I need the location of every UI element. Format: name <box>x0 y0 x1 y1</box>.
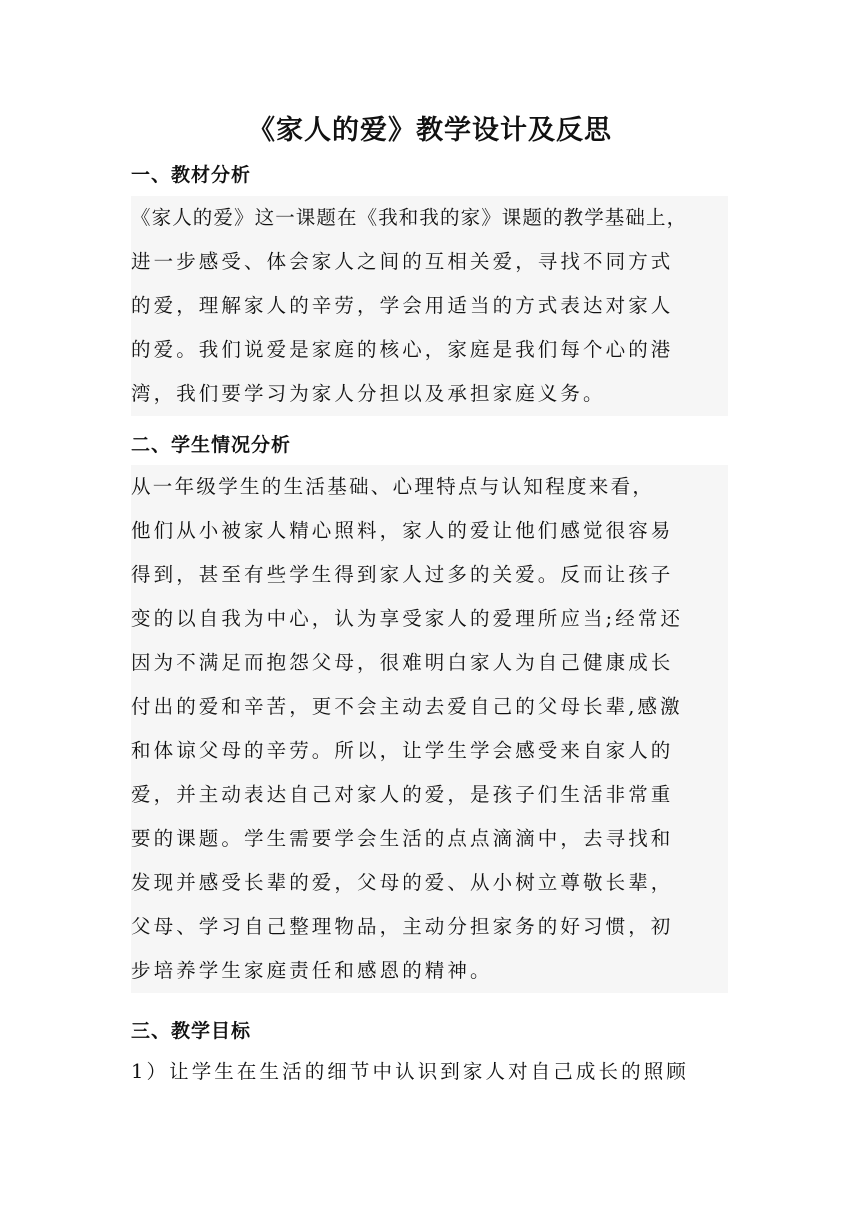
section-heading-students: 二、学生情况分析 <box>131 434 292 456</box>
text-line: 《家人的爱》这一课题在《我和我的家》课题的教学基础上， <box>131 206 688 229</box>
text-line: 要的课题。学生需要学会生活的点点滴滴中，去寻找和 <box>131 827 674 850</box>
text-line: 得到，甚至有些学生得到家人过多的关爱。反而让孩子 <box>131 563 674 586</box>
text-line: 1）让学生在生活的细节中认识到家人对自己成长的照顾 <box>131 1060 689 1083</box>
section-heading-goals: 三、教学目标 <box>131 1020 252 1042</box>
text-line: 因为不满足而抱怨父母，很难明白家人为自己健康成长 <box>131 651 674 674</box>
text-line: 步培养学生家庭责任和感恩的精神。 <box>131 959 493 982</box>
text-line: 的爱。我们说爱是家庭的核心，家庭是我们每个心的港 <box>131 338 674 361</box>
text-line: 付出的爱和辛苦，更不会主动去爱自己的父母长辈,感激 <box>131 695 683 718</box>
text-line: 变的以自我为中心，认为享受家人的爱理所应当;经常还 <box>131 607 684 630</box>
text-line: 父母、学习自己整理物品，主动分担家务的好习惯，初 <box>131 915 674 938</box>
paragraph-materials <box>131 196 728 416</box>
text-line: 进一步感受、体会家人之间的互相关爱，寻找不同方式 <box>131 250 674 273</box>
section-heading-materials: 一、教材分析 <box>131 164 252 186</box>
text-line: 从一年级学生的生活基础、心理特点与认知程度来看， <box>131 475 655 498</box>
paragraph-goals <box>131 1050 728 1094</box>
text-line: 和体谅父母的辛劳。所以，让学生学会感受来自家人的 <box>131 739 674 762</box>
text-line: 发现并感受长辈的爱，父母的爱、从小树立尊敬长辈， <box>131 871 674 894</box>
paragraph-students <box>131 465 728 993</box>
text-line: 的爱，理解家人的辛劳，学会用适当的方式表达对家人 <box>131 294 674 317</box>
document-title: 《家人的爱》教学设计及反思 <box>248 115 612 146</box>
text-line: 湾，我们要学习为家人分担以及承担家庭义务。 <box>131 382 606 405</box>
text-line: 他们从小被家人精心照料，家人的爱让他们感觉很容易 <box>131 519 674 542</box>
text-line: 爱，并主动表达自己对家人的爱，是孩子们生活非常重 <box>131 783 674 806</box>
